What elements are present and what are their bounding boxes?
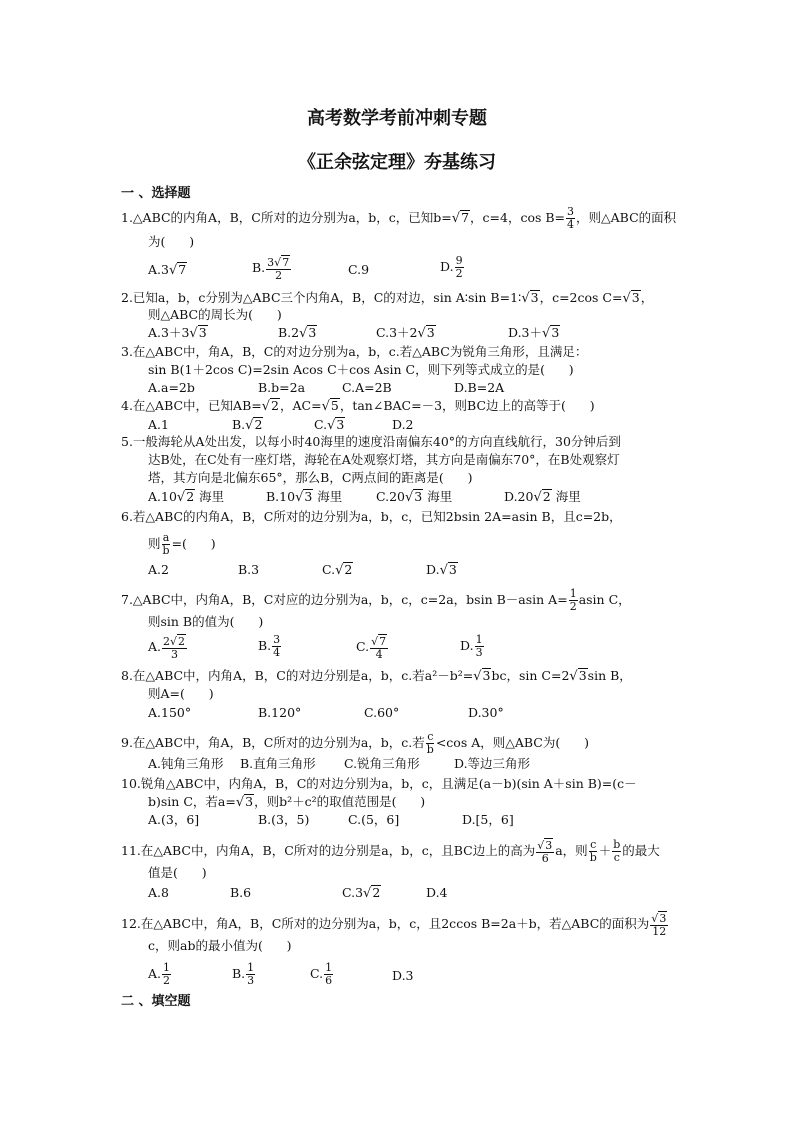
question-11-line-2: 值是( ) (148, 865, 207, 880)
question-7-line-1: 7.△ABC中，内角A，B，C对应的边分别为a，b，c，c=2a，bsin B－asin A= $\frac{1}{2}$ asin C， (121, 587, 631, 613)
page-subtitle: 《正余弦定理》夯基练习 (298, 152, 496, 173)
section-choice: 一 、选择题 (121, 186, 191, 201)
question-3-option-b: B.b=2a (258, 380, 306, 395)
question-12-option-b: B. $\frac{1}{3}$ (232, 961, 255, 987)
question-10-line-1: 10.锐角△ABC中，内角A，B，C的对边分别为a，b，c，且满足(a－b)(sin A＋sin B)=(c－ (121, 776, 637, 791)
question-5-line-2: 达B处，在C处有一座灯塔，海轮在A处观察灯塔，其方向是南偏东70°，在B处观察灯 (148, 452, 620, 467)
question-4-option-a: A.1 (148, 417, 169, 432)
question-6-option-a: A.2 (148, 562, 169, 577)
question-8-option-a: A.150° (148, 705, 192, 720)
question-12-option-a: A. $\frac{1}{2}$ (148, 961, 171, 987)
section-fill: 二 、填空题 (121, 994, 191, 1009)
question-3-option-d: D.B=2A (454, 380, 505, 395)
question-3-option-c: C.A=2B (342, 380, 392, 395)
question-3-line-1: 3.在△ABC中，角A，B，C的对边分别为a，b，c.若△ABC为锐角三角形，且满足： (121, 344, 588, 359)
question-7-line-2: 则sin B的值为( ) (148, 614, 264, 629)
question-6-option-d: D.√3 (426, 562, 457, 578)
question-5-line-3: 塔，其方向是北偏东65°，那么B，C两点间的距离是( ) (148, 470, 473, 485)
question-5-option-d: D.20√2 海里 (504, 489, 581, 505)
question-8-line-2: 则A=( ) (148, 686, 214, 701)
question-9-option-c: C.锐角三角形 (344, 756, 420, 771)
question-7-option-d: D. $\frac{1}{3}$ (460, 633, 483, 659)
question-4-option-b: B.√2 (232, 417, 263, 433)
question-1-option-b: B. $\frac{3√7}{2}$ (252, 256, 290, 282)
question-12-option-c: C. $\frac{1}{6}$ (310, 961, 333, 987)
question-7-option-b: B. $\frac{3}{4}$ (258, 633, 281, 659)
question-10-option-a: A.(3，6] (148, 812, 200, 827)
question-3-line-2: sin B(1＋2cos C)=2sin Acos C＋cos Asin C，则下列等式成立的是( ) (148, 362, 574, 377)
question-9-line-1: 9.在△ABC中，角A，B，C所对的边分别为a，b，c.若 $\frac{c}{b}$ <cos A，则△ABC为( ) (121, 730, 589, 756)
question-11-option-b: B.6 (230, 885, 252, 900)
question-10-option-d: D.[5，6] (462, 812, 514, 827)
question-5-option-b: B.10√3 海里 (266, 489, 343, 505)
page-title: 高考数学考前冲刺专题 (307, 108, 487, 129)
question-12-line-1: 12.在△ABC中，角A，B，C所对的边分别为a，b，c，且2ccos B=2a＋b，若△ABC的面积为 $\frac{√3}{12}$ (121, 912, 667, 938)
question-4-option-d: D.2 (392, 417, 414, 432)
question-2-option-d: D.3＋√3 (508, 325, 560, 341)
question-5-option-a: A.10√2 海里 (148, 489, 225, 505)
question-2-line-1: 2.已知a，b，c分别为△ABC三个内角A，B，C的对边，sin A∶sin B=1∶√3，c=2cos C=√3， (121, 290, 654, 306)
question-9-option-d: D.等边三角形 (454, 756, 531, 771)
question-6-line-1: 6.若△ABC的内角A，B，C所对的边分别为a，b，c，已知2bsin 2A=asin B，且c=2b， (121, 509, 622, 524)
question-8-option-b: B.120° (258, 705, 302, 720)
question-7-option-a: A. $\frac{2√2}{3}$ (148, 635, 186, 661)
question-2-option-b: B.2√3 (278, 325, 317, 341)
question-10-option-b: B.(3，5) (258, 812, 310, 827)
question-2-line-2: 则△ABC的周长为( ) (148, 307, 282, 322)
question-5-line-1: 5.一般海轮从A处出发，以每小时40海里的速度沿南偏东40°的方向直线航行，30分钟后到 (121, 434, 621, 449)
question-11-option-d: D.4 (426, 885, 448, 900)
question-3-option-a: A.a=2b (148, 380, 195, 395)
question-5-option-c: C.20√3 海里 (376, 489, 453, 505)
question-8-option-c: C.60° (364, 705, 400, 720)
question-4-line-1: 4.在△ABC中，已知AB=√2，AC=√5，tan∠BAC=－3，则BC边上的高等于( ) (121, 398, 595, 414)
question-1-option-a: A.3√7 (148, 262, 187, 278)
question-2-option-c: C.3＋2√3 (376, 325, 435, 341)
question-1-option-c: C.9 (348, 262, 370, 277)
question-9-option-b: B.直角三角形 (240, 756, 316, 771)
question-11-option-c: C.3√2 (342, 885, 381, 901)
question-8-option-d: D.30° (468, 705, 504, 720)
question-7-option-c: C. $\frac{√7}{4}$ (356, 635, 387, 661)
question-10-line-2: b)sin C，若a=√3，则b²＋c²的取值范围是( ) (148, 794, 426, 810)
question-8-line-1: 8.在△ABC中，内角A，B，C的对边分别是a，b，c.若a²－b²=√3bc，sin C=2√3sin B， (121, 668, 632, 684)
question-10-option-c: C.(5，6] (348, 812, 400, 827)
question-1-option-d: D. $\frac{9}{2}$ (440, 254, 463, 280)
question-2-option-a: A.3＋3√3 (148, 325, 207, 341)
question-4-option-c: C.√3 (314, 417, 345, 433)
question-11-option-a: A.8 (148, 885, 169, 900)
question-12-line-2: c，则ab的最小值为( ) (148, 938, 292, 953)
question-1-line-2: 为( ) (148, 234, 195, 249)
question-6-option-b: B.3 (238, 562, 260, 577)
question-6-option-c: C.√2 (322, 562, 353, 578)
question-9-option-a: A.钝角三角形 (148, 756, 224, 771)
question-1-line-1: 1.△ABC的内角A，B，C所对的边分别为a，b，c，已知b=√7，c=4，cos B= $\frac{3}{4}$ ，则△ABC的面积 (121, 205, 677, 231)
question-12-option-d: D.3 (392, 968, 414, 983)
question-11-line-1: 11.在△ABC中，内角A，B，C所对的边分别是a，b，c，且BC边上的高为 $\frac{√3}{6}$ a，则 $\frac{c}{b}$ ＋ $\frac{b}{c}$ 的最大 (121, 838, 660, 865)
question-6-line-2: 则 $\frac{a}{b}$ =( ) (148, 531, 216, 557)
